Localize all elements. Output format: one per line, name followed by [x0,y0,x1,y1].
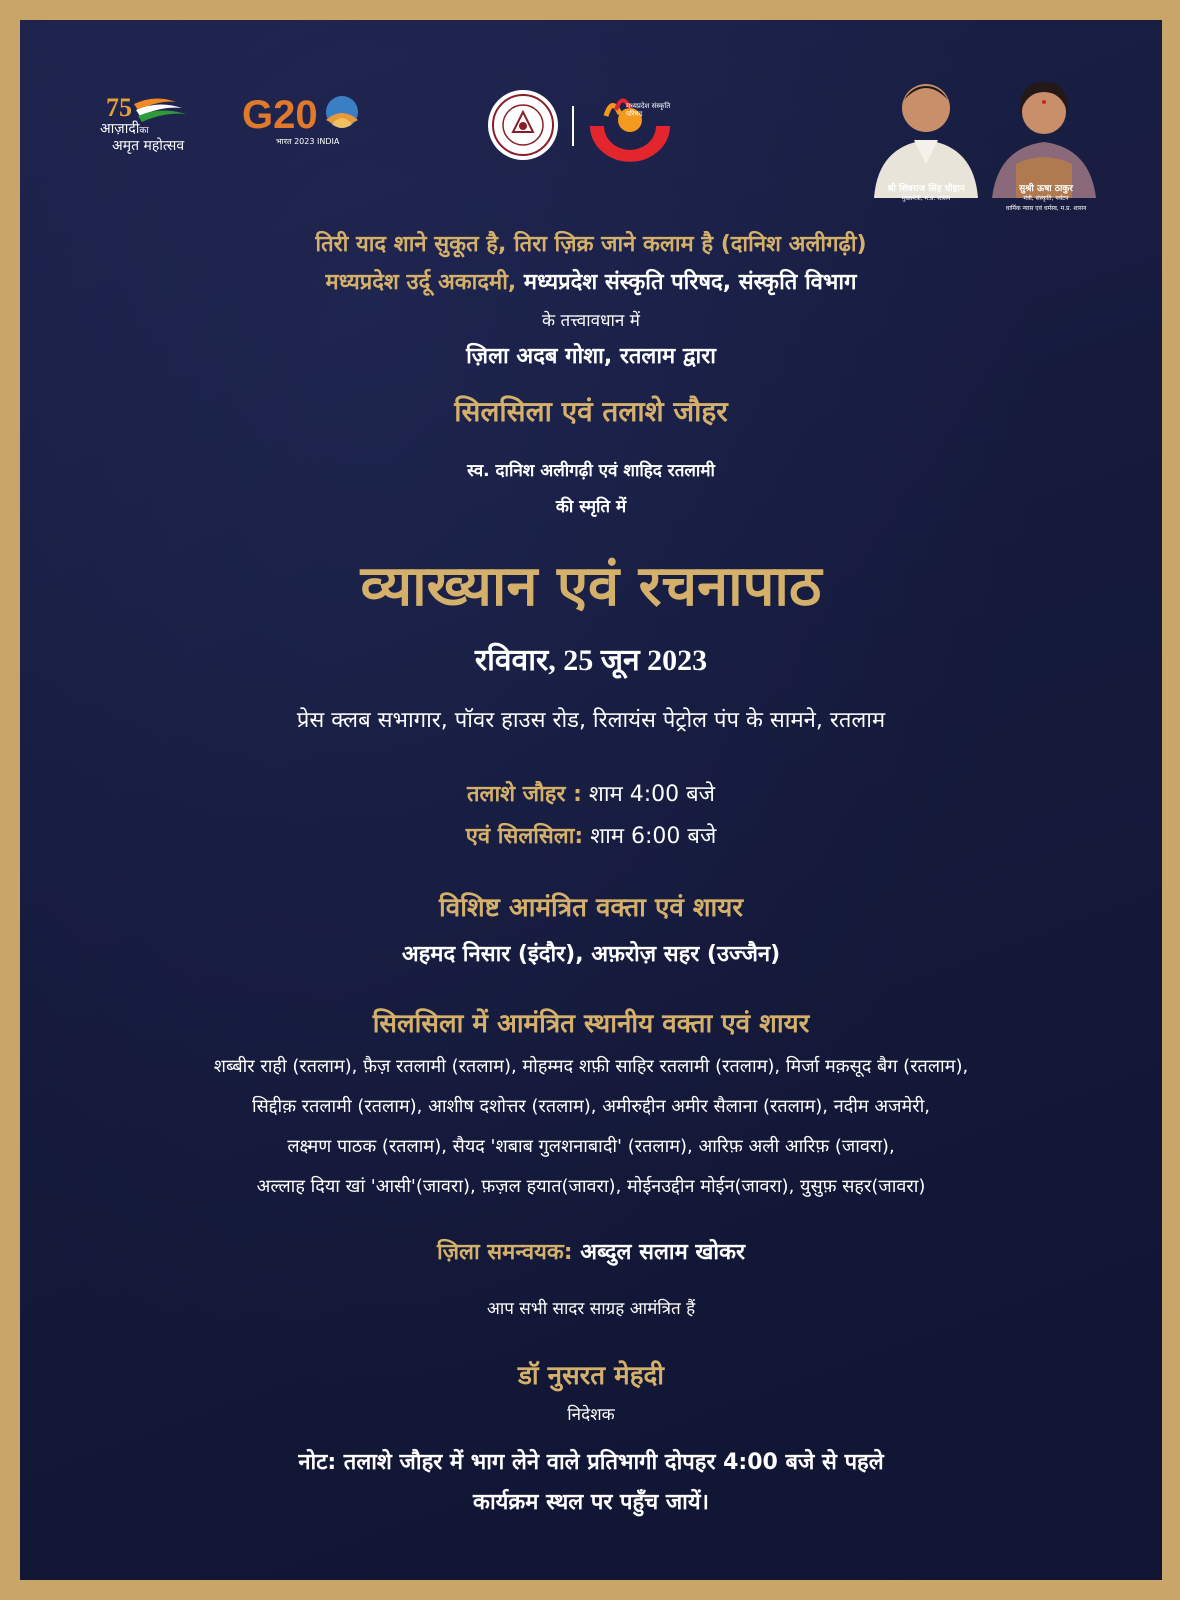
leader2-name: सुश्री ऊषा ठाकुर [1019,184,1073,194]
memory-line-2: की स्मृति में [555,497,627,517]
venue: प्रेस क्लब सभागार, पॉवर हाउस रोड, रिलायंस पेट्रोल पंप के सामने, रतलाम [296,708,886,733]
schedule-silsila [20,820,1162,850]
organizers-white: मध्यप्रदेश संस्कृति परिषद, संस्कृति विभाग [516,270,857,295]
local-poets-line-3: लक्ष्मण पाठक (रतलाम), सैयद 'शबाब गुलशनाबादी' (रतलाम), आरिफ़ अली आरिफ़ (जावरा), [287,1136,895,1157]
local-poets-line-4: अल्लाह दिया खां 'आसी'(जावरा), फ़ज़ल हयात(जावरा), मोईनउद्दीन मोईन(जावरा), युसुफ़ सहर(जावरा) [256,1176,926,1197]
organizers [20,266,1162,296]
portrait-minister [986,68,1102,198]
note-line-2: कार्यक्रम स्थल पर पहुँच जायें। [473,1490,709,1515]
urdu-academy-seal-logo [486,88,560,162]
director-title: निदेशक [567,1405,615,1425]
leader1-name: श्री शिवराज सिंह चौहान [887,184,965,194]
azadi-text-line1: आज़ादी [100,121,140,137]
sanskriti-parishad-logo [586,86,676,164]
leader2-title: मंत्री, संस्कृति, पर्यटन [1023,195,1069,202]
azadi-text-ka: का [139,126,149,136]
leader1-title: मुख्यमंत्री, म.प्र. शासन [901,195,951,202]
person-photo-icon [868,68,984,198]
portrait-chief-minister [868,68,984,198]
invitation-text: आप सभी सादर साग्रह आमंत्रित हैं [486,1299,696,1319]
leader2-title-2: धार्मिक न्यास एवं धर्मस्व, म.प्र. शासन [1005,205,1087,212]
coordinator [20,1236,1162,1266]
couplet: तिरी याद शाने सुकूत है, तिरा ज़िक्र जाने कलाम है (दानिश अलीगढ़ी) [315,232,867,257]
director-name: डॉ नुसरत मेहदी [517,1361,665,1391]
guests-list: अहमद निसार (इंदौर), अफ़रोज़ सहर (उज्जैन) [401,942,781,967]
g20-logo [242,86,382,156]
schedule-2-time: शाम 6:00 बजे [583,824,717,849]
azadi-ka-amrit-mahotsav-logo [100,88,210,158]
local-poets-line-1: शब्बीर राही (रतलाम), फ़ैज़ रतलामी (रतलाम), मोहम्मद शफ़ी साहिर रतलामी (रतलाम), मिर्जा मक़सूद बैग (रतलाम), [213,1056,969,1077]
local-poets-line-2: सिद्दीक़ रतलामी (रतलाम), आशीष दशोत्तर (रतलाम), अमीरुद्दीन अमीर सैलाना (रतलाम), नदीम अजमेरी, [251,1096,931,1117]
organized-by: ज़िला अदब गोशा, रतलाम द्वारा [466,344,716,369]
event-date: रविवार, 25 जून 2023 [474,644,708,677]
schedule-2-label: एवं सिलसिला: [465,824,584,849]
under-aegis: के तत्त्वावधान में [542,311,640,331]
guests-heading: विशिष्ट आमंत्रित वक्ता एवं शायर [439,893,743,923]
schedule-1-label: तलाशे जौहर : [466,782,582,807]
schedule-1-time: शाम 4:00 बजे [581,782,716,807]
person-photo-icon [986,68,1102,198]
logo-divider [572,106,574,146]
memory-line-1: स्व. दानिश अलीगढ़ी एवं शाहिद रतलामी [467,461,715,481]
leader2-caption [976,184,1116,214]
parishad-emblem-icon [586,86,676,164]
azadi-text-line2: अमृत महोत्सव [112,138,185,154]
main-title: व्याख्यान एवं रचनापाठ [360,554,822,619]
coordinator-name: अब्दुल सलाम खोकर [572,1240,745,1265]
leader1-caption [856,184,996,204]
parishad-text: मध्यप्रदेश संस्कृति परिषद [626,102,671,118]
coordinator-label: ज़िला समन्वयक: [437,1240,573,1265]
organizers-gold: मध्यप्रदेश उर्दू अकादमी, [325,270,517,295]
svg-text:75: 75 [106,93,132,122]
g20-text: G20 [242,93,318,137]
note-line-1: नोट: तलाशे जौहर में भाग लेने वाले प्रतिभागी दोपहर 4:00 बजे से पहले [298,1450,884,1475]
seal-icon [486,88,560,162]
invitation-card [20,20,1162,1580]
g20-subtitle: भारत 2023 INDIA [276,137,340,146]
local-poets-heading: सिलसिला में आमंत्रित स्थानीय वक्ता एवं शायर [372,1009,810,1039]
series-title: सिलसिला एवं तलाशे जौहर [454,395,728,428]
schedule-talashe-jauhar [20,778,1162,808]
